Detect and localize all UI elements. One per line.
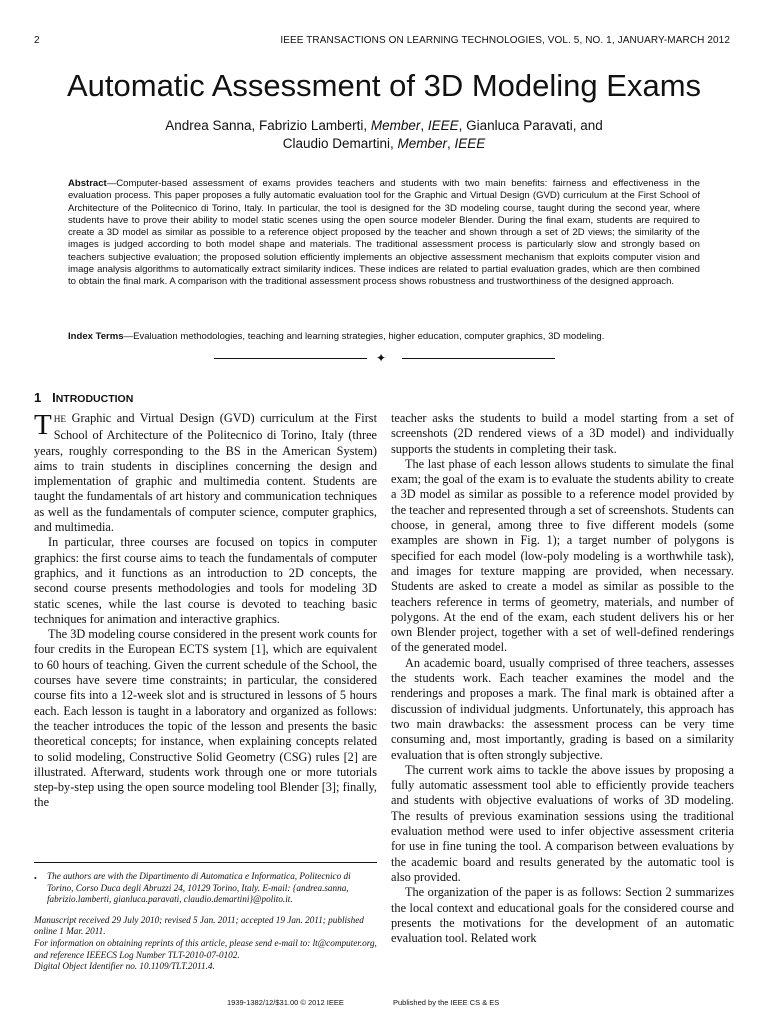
paper-title: Automatic Assessment of 3D Modeling Exams <box>66 68 702 103</box>
footnotes <box>34 871 377 973</box>
running-head: IEEE TRANSACTIONS ON LEARNING TECHNOLOGIES, VOL. 5, NO. 1, JANUARY-MARCH 2012 <box>280 35 730 46</box>
drop-cap-rest: HE <box>53 415 67 425</box>
separator-diamond-icon: ✦ <box>376 351 387 365</box>
paragraph: In particular, three courses are focused on topics in computer graphics: the first course aims to teach the fundamentals of computer graphics, and it functions as an introduction to 2D concepts, the second course presents methodologies and tools for modeling 3D static scenes, while the last course is devoted to teaching basic techniques for animation and interactive graphics. <box>34 535 377 626</box>
separator-rule-right <box>402 358 555 359</box>
abstract-text: —Computer-based assessment of exams provides teachers and students with two main benefits: fairness and effectiveness in the evaluation process. This paper proposes a fully automatic evaluation tool for the Graphic and Virtual Design (GVD) curriculum at the First School of Architecture of the Politecnico di Torino, Italy. In particular, the tool is designed for the 3D modeling course, taught during the second year, where students have to prove their ability to model static scenes using the open source modeler Blender. During the final exam, students are required to create a 3D model as similar as possible to a reference object proposed by the teacher and shown through a set of 2D views; the similarity of the images is judged according to both model shape and materials. The traditional assessment process is particularly slow and strongly based on teachers subjective evaluation; the proposed solution efficiently implements an objective assessment mechanism that exploits computer vision and image analysis algorithms to automatically extract similarity indices. These indices are related to partial evaluation grades, which are then combined to obtain the final mark. A comparison with the traditional assessment process shows robustness and trustworthiness of the designed approach. <box>68 178 700 288</box>
doi-note: Digital Object Identifier no. 10.1109/TLT.2011.4. <box>34 961 215 972</box>
index-terms <box>68 331 700 343</box>
paragraph: The organization of the paper is as follows: Section 2 summarizes the local context and educational goals for the considered course and presents the motivations for the development of an automatic evaluation tool. Related work <box>391 885 734 946</box>
section-number: 1 <box>34 390 42 405</box>
abstract <box>68 178 700 289</box>
separator-rule-left <box>214 358 367 359</box>
page-number: 2 <box>34 35 40 46</box>
paragraph: The 3D modeling course considered in the present work counts for four credits in the European ECTS system [1], which are equivalent to 60 hours of teaching. Given the current schedule of the School, the courses have severe time constraints; in particular, the considered course fits into a 12-week slot and is structured in lessons of 5 hours each. Each lesson is taught in a laboratory and organized as follows: the teacher introduces the topic of the lesson and presents the basic theoretical concepts; for instance, when explaining concepts related to solid modeling, Constructive Solid Geometry (CSG) rules [2] are illustrated. Afterward, students work through one or more tutorials step-by-step using the open source modeling tool Blender [3]; finally, the <box>34 627 377 810</box>
copyright-footer: 1939-1382/12/$31.00 © 2012 IEEE <box>227 998 344 1007</box>
section-title-initial: I <box>52 390 56 405</box>
abstract-label: Abstract <box>68 178 107 189</box>
section-heading <box>34 390 133 405</box>
footnote-rule <box>34 862 377 863</box>
paragraph: THE Graphic and Virtual Design (GVD) curriculum at the First School of Architecture of the Politecnico di Torino, Italy (three years, roughly corresponding to the BS in the American System) aims to train students in disciplines concerning the design and implementation of graphic and multimedia content. Students are taught the fundamentals of art history and communication techniques as well as the fundamentals of computer science, computer graphics, and multimedia. <box>34 409 377 535</box>
author-line-1: Andrea Sanna, Fabrizio Lamberti, Member, IEEE, Gianluca Paravati, and <box>165 118 603 133</box>
paragraph: The current work aims to tackle the above issues by proposing a fully automatic assessment tool able to efficiently provide teachers and students with objective evaluations of works of 3D modeling. The results of previous examination sessions using the traditional evaluation method were used to infer objective assessment criteria for use in fine tuning the tool. A comparison between evaluations by the academic board and results generated by the automatic tool is also provided. <box>391 762 734 884</box>
drop-cap: T <box>34 409 52 441</box>
index-terms-label: Index Terms <box>68 331 124 342</box>
author-line-2: Claudio Demartini, Member, IEEE <box>282 136 486 151</box>
reprints-note: For information on obtaining reprints of this article, please send e-mail to: lt@computer.org, and reference IEEECS Log Number TLT-2010-07-0102. <box>34 937 377 960</box>
right-column <box>391 411 734 946</box>
publisher-footer: Published by the IEEE CS & ES <box>393 998 500 1007</box>
affiliation-note: The authors are with the Dipartimento di Automatica e Informatica, Politecnico di Torino, Corso Duca degli Abruzzi 24, 10129 Torino, Italy. E-mail: {andrea.sanna, fabrizio.lamberti, gianluca.paravati, claudio.demartini}@polito.it. <box>47 871 351 905</box>
paragraph: The last phase of each lesson allows students to simulate the final exam; the goal of the exam is to evaluate the students ability to create a 3D model as similar as possible to a reference model provided by the teacher and represented through a set of screenshots. Students can choose, in general, among three to five different models (some examples are shown in Fig. 1); a target number of polygons is specified for each model (low-poly modeling is a worthwhile task), and images for texture mapping are provided, when necessary. Students are asked to create a model as similar as possible to the teachers reference in terms of geometry, materials, and number of polygons. At the end of the exam, each student delivers his or her own Blender project, together with a set of well-defined renderings of the generated model. <box>391 456 734 655</box>
section-title-rest: NTRODUCTION <box>55 393 134 405</box>
paragraph: An academic board, usually comprised of three teachers, assesses the students work. Each teacher examines the model and the renderings and proposes a mark. The final mark is obtained after a discussion of individual judgments. Unfortunately, this approach has two main drawbacks: the assessment process can be very time consuming and, most importantly, grading is based on a similarity evaluation that is often strongly subjective. <box>391 655 734 762</box>
left-column <box>34 411 377 811</box>
footnote-bullet-icon: • <box>34 874 37 883</box>
paragraph: teacher asks the students to build a model starting from a set of screenshots (2D rendered views of a 3D model) and individually supports the students in completing their task. <box>391 411 734 456</box>
index-terms-text: —Evaluation methodologies, teaching and learning strategies, higher education, computer graphics, 3D modeling. <box>123 331 605 342</box>
author-list <box>0 117 768 153</box>
manuscript-note: Manuscript received 29 July 2010; revised 5 Jan. 2011; accepted 19 Jan. 2011; published online 1 Mar. 2011. <box>34 914 364 937</box>
